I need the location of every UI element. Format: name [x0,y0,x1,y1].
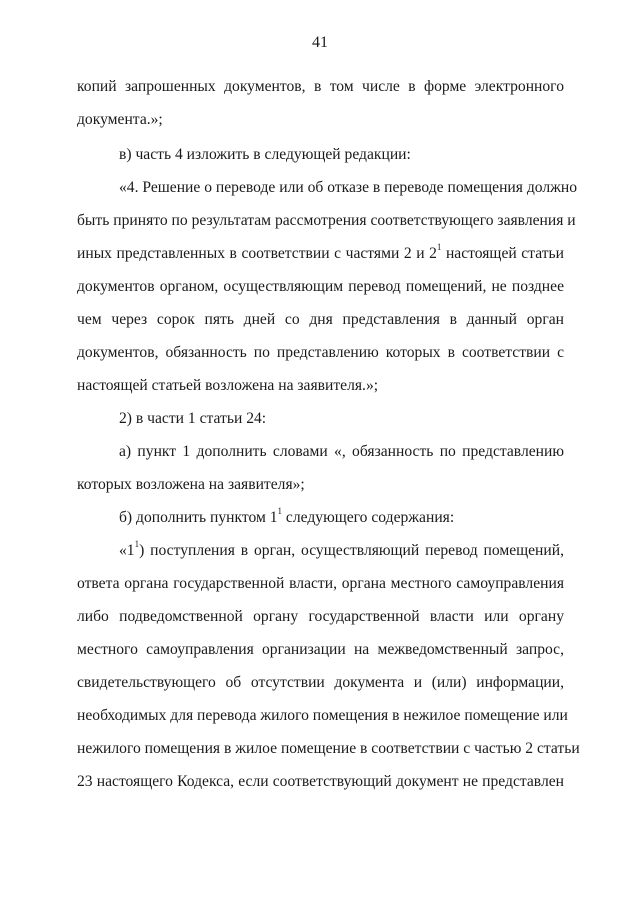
text-line: документа.»; [77,111,163,128]
page-number: 41 [312,34,328,51]
text-line: копий запрошенных документов, в том числе в форме электронного [77,78,564,95]
text-line: а) пункт 1 дополнить словами «, обязанность по представлению [119,443,564,460]
text-line: нежилого помещения в жилое помещение в соответствии с частью 2 статьи [77,740,580,757]
text-line: свидетельствующего об отсутствии документа и (или) информации, [77,674,564,691]
text-line: 2) в части 1 статьи 24: [119,410,267,427]
text-line: ответа органа государственной власти, органа местного самоуправления [77,575,564,592]
text-line: настоящей статьей возложена на заявителя.»; [77,377,379,394]
text-line: документов органом, осуществляющим перевод помещений, не позднее [77,278,564,295]
text-line: чем через сорок пять дней со дня представления в данный орган [77,311,564,328]
text-line: в) часть 4 изложить в следующей редакции: [119,146,411,163]
text-line: «$1^1$) поступления в орган, осуществляющий перевод помещений, [119,538,564,559]
superscript: 1 [436,241,442,252]
text-line: быть принято по результатам рассмотрения соответствующего заявления и [77,212,576,229]
text-line: б) дополнить пунктом $1^1$ следующего содержания: [119,505,455,526]
text-line: «4. Решение о переводе или об отказе в переводе помещения должно [119,179,578,196]
superscript: 1 [277,505,283,516]
text-line: местного самоуправления организации на межведомственный запрос, [77,641,564,658]
superscript: 1 [134,538,140,549]
text-line: которых возложена на заявителя»; [77,476,305,493]
text-line: иных представленных в соответствии с частями 2 и $2^1$ настоящей статьи [77,241,564,262]
text-line: необходимых для перевода жилого помещения в нежилое помещение или [77,707,568,724]
text-line: 23 настоящего Кодекса, если соответствующий документ не представлен [77,773,564,790]
text-line: либо подведомственной органу государственной власти или органу [77,608,564,625]
text-line: документов, обязанность по представлению которых в соответствии с [77,344,564,361]
